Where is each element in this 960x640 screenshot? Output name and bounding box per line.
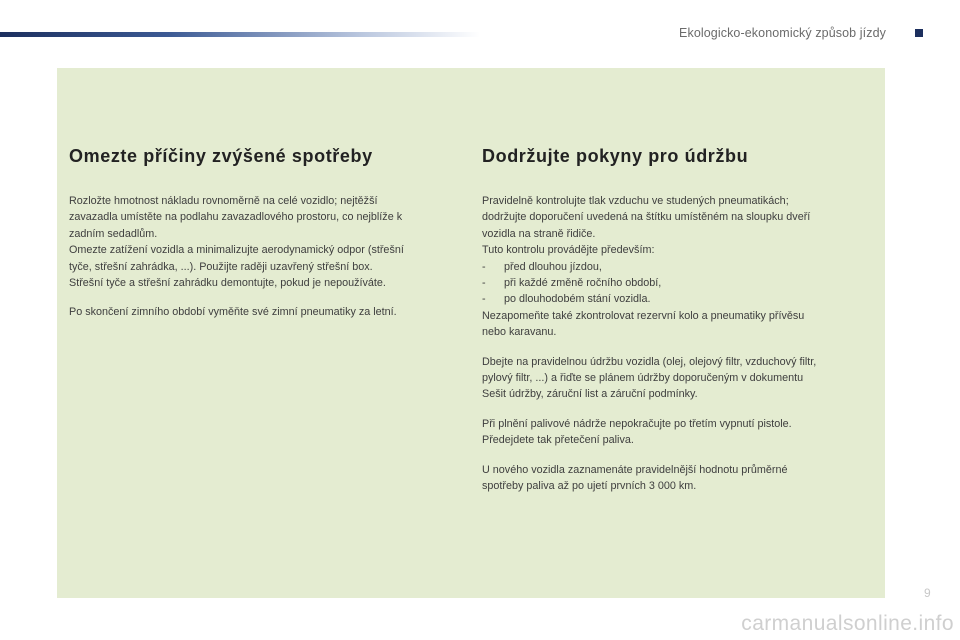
left-paragraph-2 — [69, 304, 459, 320]
left-heading: Omezte příčiny zvýšené spotřeby — [69, 146, 373, 166]
text-line: U nového vozidla zaznamenáte pravidelnější hodnotu průměrné — [482, 463, 788, 476]
right-heading: Dodržujte pokyny pro údržbu — [482, 146, 749, 166]
bullet-item — [482, 259, 872, 275]
bullet-dash: - — [482, 260, 486, 273]
text-line: Střešní tyče a střešní zahrádku demontujte, pokud je nepoužíváte. — [69, 277, 386, 290]
bullet-text: před dlouhou jízdou, — [504, 260, 602, 273]
right-paragraph-3 — [482, 416, 872, 449]
right-paragraph-2 — [482, 354, 872, 403]
text-line: Po skončení zimního období vyměňte své zimní pneumatiky za letní. — [69, 306, 397, 319]
text-line: Omezte zatížení vozidla a minimalizujte aerodynamický odpor (střešní — [69, 244, 404, 257]
right-column — [482, 146, 872, 508]
text-line: Při plnění palivové nádrže nepokračujte po třetím vypnutí pistole. — [482, 417, 792, 430]
text-line: Dbejte na pravidelnou údržbu vozidla (olej, olejový filtr, vzduchový filtr, — [482, 355, 817, 368]
left-paragraph-1 — [69, 193, 459, 291]
text-line: Nezapomeňte také zkontrolovat rezervní kolo a pneumatiky přívěsu — [482, 309, 805, 322]
right-paragraph-1 — [482, 193, 872, 341]
bullet-text: po dlouhodobém stání vozidla. — [504, 293, 651, 306]
section-title: Ekologicko-ekonomický způsob jízdy — [679, 26, 886, 40]
text-line: zadním sedadlům. — [69, 227, 158, 240]
text-line: Pravidelně kontrolujte tlak vzduchu ve studených pneumatikách; — [482, 195, 789, 207]
page-number: 9 — [924, 586, 931, 600]
header-accent-bar — [0, 32, 480, 37]
text-line: Rozložte hmotnost nákladu rovnoměrně na celé vozidlo; nejtěžší — [69, 195, 378, 207]
text-line: spotřeby paliva až po ujetí prvních 3 000 km. — [482, 480, 697, 493]
text-line: nebo karavanu. — [482, 326, 557, 339]
left-column — [69, 146, 459, 334]
content-panel — [57, 68, 885, 598]
section-marker-icon — [915, 29, 923, 37]
bullet-text: při každé změně ročního období, — [504, 277, 662, 290]
text-line: vozidla na straně řidiče. — [482, 227, 596, 240]
text-line: zavazadla umístěte na podlahu zavazadlového prostoru, co nejblíže k — [69, 211, 403, 224]
right-paragraph-4 — [482, 462, 872, 495]
watermark: carmanualsonline.info — [741, 612, 954, 635]
bullet-item — [482, 291, 872, 307]
bullet-dash: - — [482, 277, 486, 290]
text-line: Předejdete tak přetečení paliva. — [482, 434, 634, 447]
text-line: tyče, střešní zahrádka, ...). Použijte raději uzavřený střešní box. — [69, 260, 373, 273]
bullet-dash: - — [482, 293, 486, 306]
bullet-item — [482, 275, 872, 291]
text-line: Tuto kontrolu provádějte především: — [482, 244, 655, 257]
text-line: pylový filtr, ...) a řiďte se plánem údržby doporučeným v dokumentu — [482, 372, 804, 385]
text-line: dodržujte doporučení uvedená na štítku umístěném na sloupku dveří — [482, 211, 811, 224]
text-line: Sešit údržby, záruční list a záruční podmínky. — [482, 388, 698, 401]
